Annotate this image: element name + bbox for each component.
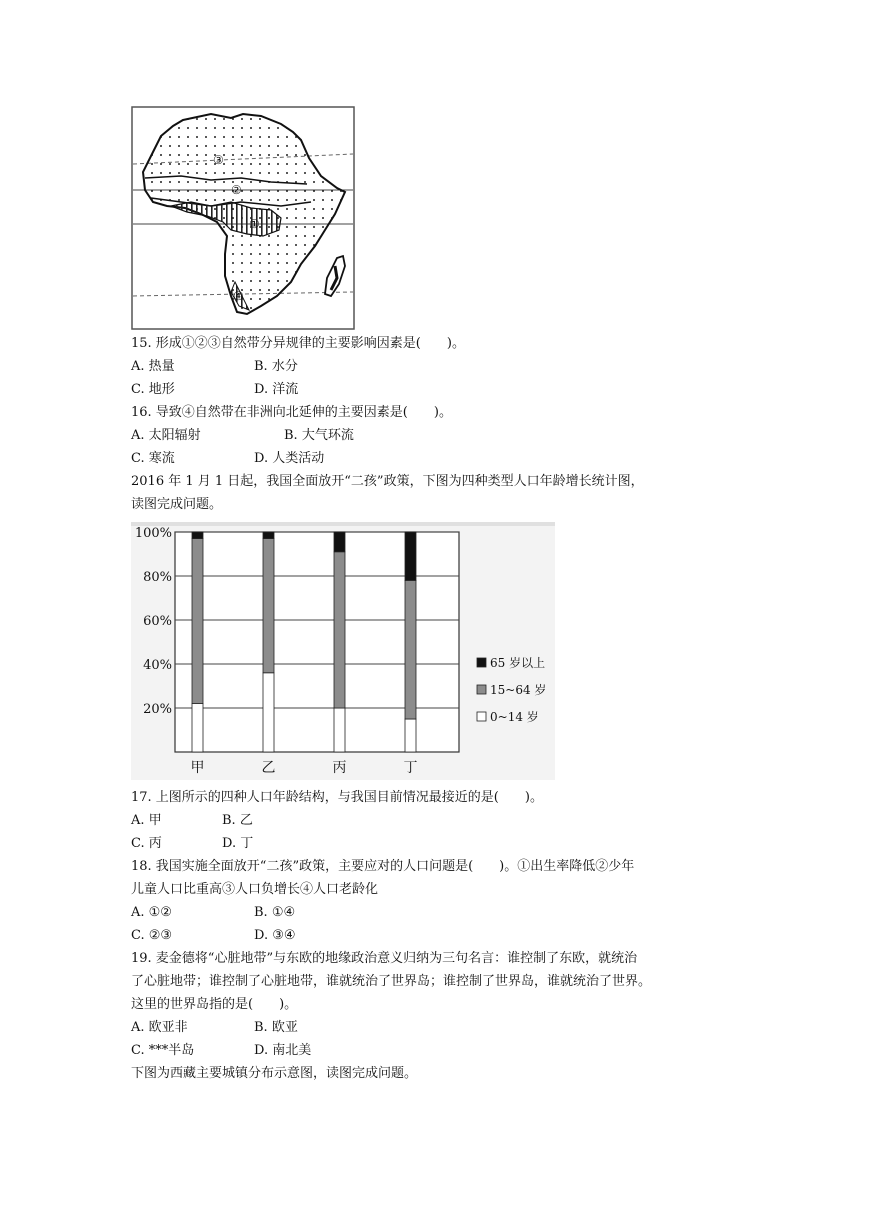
q16-option-c: C. 寒流 — [131, 451, 175, 466]
q17-option-c: C. 丙 — [131, 836, 162, 851]
q17-option-d: D. 丁 — [222, 836, 254, 851]
q19-option-a: A. 欧亚非 — [131, 1020, 188, 1035]
bar-segment — [334, 708, 345, 752]
outro-text: 下图为西藏主要城镇分布示意图，读图完成问题。 — [131, 1066, 418, 1081]
zone-label-2: ② — [231, 183, 242, 197]
bar-segment — [405, 580, 416, 719]
africa-natural-zone-map — [131, 106, 355, 330]
q16-option-b: B. 大气环流 — [284, 428, 354, 443]
q15-option-b: B. 水分 — [254, 359, 298, 374]
bar-segment — [405, 532, 416, 580]
q16-stem: 16. 导致④自然带在非洲向北延伸的主要因素是( )。 — [131, 405, 452, 420]
bar-segment — [334, 552, 345, 708]
legend-label: 65 岁以上 — [490, 656, 546, 670]
y-tick-label: 80% — [143, 570, 172, 585]
bar-segment — [192, 532, 203, 539]
population-age-chart — [131, 522, 555, 780]
intro-line-2: 读图完成问题。 — [131, 497, 223, 512]
q16-option-d: D. 人类活动 — [254, 451, 325, 466]
y-tick-label: 100% — [134, 526, 172, 541]
bar-segment — [263, 532, 274, 539]
bar-segment — [192, 539, 203, 704]
zone-label-4: ④ — [233, 289, 244, 303]
q18-option-c: C. ②③ — [131, 928, 173, 943]
q17-stem: 17. 上图所示的四种人口年龄结构，与我国目前情况最接近的是( )。 — [131, 790, 543, 805]
legend-swatch — [477, 712, 486, 721]
q19-line-3: 这里的世界岛指的是( )。 — [131, 997, 298, 1012]
x-tick-label: 乙 — [261, 760, 276, 776]
intro-line-1: 2016 年 1 月 1 日起，我国全面放开“二孩”政策，下图为四种类型人口年龄增长统计图， — [131, 474, 644, 489]
q16-option-a: A. 太阳辐射 — [131, 428, 201, 443]
bar-segment — [263, 673, 274, 752]
y-tick-label: 60% — [143, 614, 172, 629]
q15-option-d: D. 洋流 — [254, 382, 299, 397]
x-tick-label: 甲 — [190, 760, 205, 776]
q19-option-b: B. 欧亚 — [254, 1020, 298, 1035]
q17-option-b: B. 乙 — [222, 813, 253, 828]
legend-swatch — [477, 658, 486, 667]
y-tick-label: 40% — [143, 658, 172, 673]
q19-option-d: D. 南北美 — [254, 1043, 312, 1058]
y-tick-label: 20% — [143, 702, 172, 717]
q18-option-a: A. ①② — [131, 905, 172, 920]
q19-option-c: C. ***半岛 — [131, 1043, 195, 1058]
legend-swatch — [477, 685, 486, 694]
q18-option-b: B. ①④ — [254, 905, 296, 920]
x-tick-label: 丙 — [332, 760, 347, 776]
x-tick-label: 丁 — [403, 760, 418, 776]
legend-label: 15~64 岁 — [490, 683, 547, 697]
q15-option-c: C. 地形 — [131, 382, 175, 397]
zone-label-3: ③ — [213, 153, 224, 167]
bar-segment — [263, 539, 274, 673]
q18-line-1: 18. 我国实施全面放开“二孩”政策，主要应对的人口问题是( )。①出生率降低②少年 — [131, 859, 635, 874]
q17-option-a: A. 甲 — [131, 813, 162, 828]
q15-stem: 15. 形成①②③自然带分异规律的主要影响因素是( )。 — [131, 336, 465, 351]
bar-segment — [334, 532, 345, 552]
q19-line-2: 了心脏地带；谁控制了心脏地带，谁就统治了世界岛；谁控制了世界岛，谁就统治了世界。 — [131, 974, 652, 989]
q18-line-2: 儿童人口比重高③人口负增长④人口老龄化 — [131, 882, 379, 897]
zone-label-1: ① — [249, 217, 260, 231]
q15-option-a: A. 热量 — [131, 359, 175, 374]
bar-segment — [192, 704, 203, 752]
q19-line-1: 19. 麦金德将“心脏地带”与东欧的地缘政治意义归纳为三句名言：谁控制了东欧，就统治 — [131, 951, 638, 966]
q18-option-d: D. ③④ — [254, 928, 296, 943]
bar-segment — [405, 719, 416, 752]
legend-label: 0~14 岁 — [490, 710, 539, 724]
